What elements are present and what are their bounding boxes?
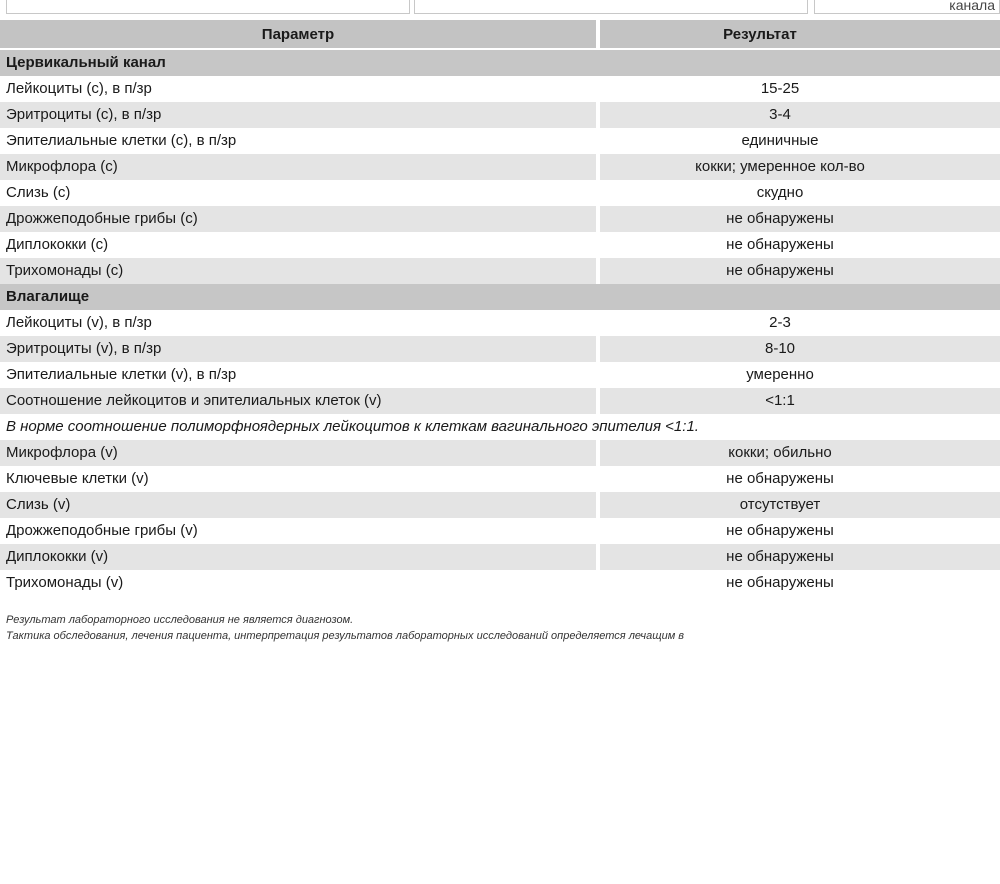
table-row <box>0 258 1000 284</box>
table-row <box>0 570 1000 596</box>
table-row <box>0 180 1000 206</box>
reference-note-row <box>0 414 1000 440</box>
param-name: Слизь (с) <box>0 180 598 206</box>
table-row <box>0 544 1000 570</box>
table-row <box>0 362 1000 388</box>
param-name: Диплококки (с) <box>0 232 598 258</box>
table-row <box>0 466 1000 492</box>
disclaimer-line-1: Результат лабораторного исследования не является диагнозом. <box>6 614 354 626</box>
param-name: Соотношение лейкоцитов и эпителиальных клеток (v) <box>0 388 598 414</box>
table-header-row <box>0 20 1000 49</box>
result-value: единичные <box>741 132 819 149</box>
result-value: кокки; обильно <box>598 440 1000 466</box>
param-name: Дрожжеподобные грибы (с) <box>0 206 598 232</box>
table-row <box>0 206 1000 232</box>
disclaimer-line-2: Тактика обследования, лечения пациента, интерпретация результатов лабораторных исследований определяется лечащим в <box>6 630 685 642</box>
param-name: Эпителиальные клетки (с), в п/зр <box>0 128 598 154</box>
previous-table-strip <box>0 0 1000 17</box>
table-row <box>0 76 1000 102</box>
param-name: Слизь (v) <box>0 492 598 518</box>
previous-table-cell <box>814 0 1000 14</box>
result-value: скудно <box>756 184 804 201</box>
param-name: Эпителиальные клетки (v), в п/зр <box>0 362 598 388</box>
previous-table-cell-text: канала <box>949 0 995 13</box>
param-name: Трихомонады (v) <box>0 570 598 596</box>
result-value: 2-3 <box>769 314 791 331</box>
param-name: Трихомонады (с) <box>0 258 598 284</box>
section-title: Влагалище <box>0 284 1000 310</box>
section-title: Цервикальный канал <box>0 49 1000 76</box>
table-row <box>0 154 1000 180</box>
result-value: 8-10 <box>598 336 1000 362</box>
param-name: Диплококки (v) <box>0 544 598 570</box>
table-row <box>0 336 1000 362</box>
section-header-vagina <box>0 284 1000 310</box>
previous-table-cell <box>6 0 410 14</box>
result-value: не обнаружены <box>726 236 834 253</box>
table-row <box>0 440 1000 466</box>
result-value: не обнаружены <box>598 544 1000 570</box>
disclaimer <box>6 612 1000 644</box>
param-name: Эритроциты (с), в п/зр <box>0 102 598 128</box>
table-row <box>0 492 1000 518</box>
param-name: Микрофлора (с) <box>0 154 598 180</box>
previous-table-cell <box>414 0 808 14</box>
param-name: Ключевые клетки (v) <box>0 466 598 492</box>
result-value: <1:1 <box>598 388 1000 414</box>
column-header-result: Результат <box>598 20 1000 49</box>
result-value: не обнаружены <box>726 522 834 539</box>
table-row <box>0 102 1000 128</box>
param-name: Эритроциты (v), в п/зр <box>0 336 598 362</box>
result-value: не обнаружены <box>726 574 834 591</box>
result-value: не обнаружены <box>598 258 1000 284</box>
table-row <box>0 518 1000 544</box>
result-value: не обнаружены <box>598 206 1000 232</box>
section-header-cervical <box>0 49 1000 76</box>
result-value: 15-25 <box>760 80 800 97</box>
param-name: Дрожжеподобные грибы (v) <box>0 518 598 544</box>
results-table <box>0 20 1000 596</box>
result-value: кокки; умеренное кол-во <box>598 154 1000 180</box>
table-row <box>0 232 1000 258</box>
param-name: Лейкоциты (v), в п/зр <box>0 310 598 336</box>
result-value: умеренно <box>746 366 814 383</box>
param-name: Микрофлора (v) <box>0 440 598 466</box>
result-value: 3-4 <box>598 102 1000 128</box>
table-row <box>0 388 1000 414</box>
result-value: не обнаружены <box>726 470 834 487</box>
table-row <box>0 128 1000 154</box>
table-row <box>0 310 1000 336</box>
reference-note: В норме соотношение полиморфноядерных лейкоцитов к клеткам вагинального эпителия <1:1. <box>0 414 1000 440</box>
param-name: Лейкоциты (с), в п/зр <box>0 76 598 102</box>
column-header-param: Параметр <box>0 20 598 49</box>
result-value: отсутствует <box>598 492 1000 518</box>
